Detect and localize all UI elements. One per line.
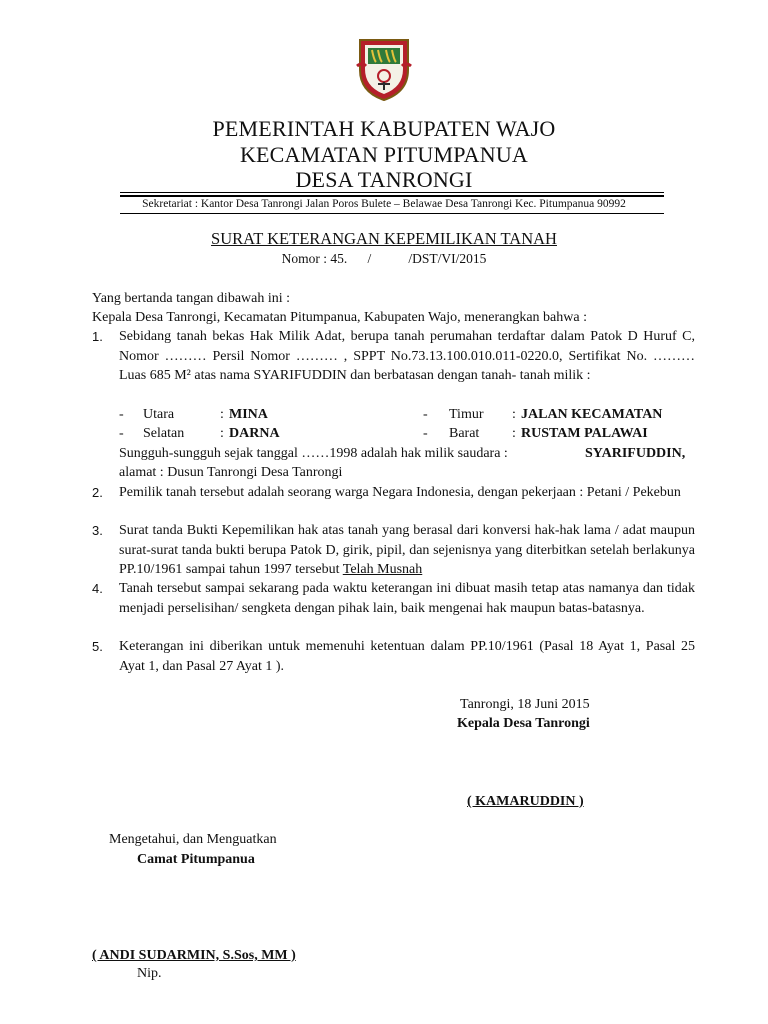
item-1-text: Sebidang tanah bekas Hak Milik Adat, berupa tanah perumahan terdaftar dalam Patok D Huruf C, Nomor ……… Persil Nomor ……… , SPPT No.73.13.100.010.011-0220.0, Sertifikat No. ……… Luas 685 M² atas nama SYARIFUDDIN dan berbatasan dengan tanah- tanah milik : xyxy=(119,329,695,383)
nip-label: Nip. xyxy=(137,966,162,981)
boundary-dash: - xyxy=(423,407,428,422)
boundary-owner: RUSTAM PALAWAI xyxy=(521,426,648,441)
item-1-tail-line-2: alamat : Dusun Tanrongi Desa Tanrongi xyxy=(119,465,343,480)
item-number: 3. xyxy=(92,523,103,538)
item-2-text: Pemilik tanah tersebut adalah seorang warga Negara Indonesia, dengan pekerjaan : Petani / Pekebun xyxy=(119,485,681,500)
owner-name: SYARIFUDDIN, xyxy=(585,446,686,461)
boundary-separator: : xyxy=(220,407,224,422)
document-number: Nomor : 45. / /DST/VI/2015 xyxy=(281,251,487,266)
boundary-owner: JALAN KECAMATAN xyxy=(521,407,663,422)
boundary-direction: Utara xyxy=(143,407,175,422)
letterhead-village: DESA TANRONGI xyxy=(295,167,473,192)
acknowledge-label: Mengetahui, dan Menguatkan xyxy=(109,832,277,847)
boundary-direction: Barat xyxy=(449,426,480,441)
boundary-direction: Selatan xyxy=(143,426,185,441)
item-3-status: Telah Musnah xyxy=(342,562,423,577)
regency-emblem-logo xyxy=(356,36,412,102)
document-title: SURAT KETERANGAN KEPEMILIKAN TANAH xyxy=(211,229,557,248)
item-3-body: Surat tanda Bukti Kepemilikan hak atas tanah yang berasal dari konversi hak-hak lama / adat maupun surat-surat tanda bukti berupa Patok D, girik, pipil, dan sejenisnya yang diterbitkan setelah berlakunya PP.10/1961 sampai tahun 1997 tersebut xyxy=(119,523,695,577)
item-3-text xyxy=(119,521,695,580)
secretariat-address: Sekretariat : Kantor Desa Tanrongi Jalan Poros Bulete – Belawae Desa Tanrongi Kec. Pitumpanua 90992 xyxy=(142,198,626,210)
intro-line-2: Kepala Desa Tanrongi, Kecamatan Pitumpanua, Kabupaten Wajo, menerangkan bahwa : xyxy=(92,310,587,325)
subdistrict-head-name: ( ANDI SUDARMIN, S.Sos, MM ) xyxy=(92,948,296,963)
place-date: Tanrongi, 18 Juni 2015 xyxy=(460,697,590,712)
item-number: 5. xyxy=(92,639,103,654)
boundary-owner: DARNA xyxy=(229,426,280,441)
boundary-dash: - xyxy=(119,407,124,422)
item-number: 1. xyxy=(92,329,103,344)
boundary-dash: - xyxy=(423,426,428,441)
intro-line-1: Yang bertanda tangan dibawah ini : xyxy=(92,291,291,306)
item-number: 4. xyxy=(92,581,103,596)
item-4-text: Tanah tersebut sampai sekarang pada waktu keterangan ini dibuat masih tetap atas namanya dan tidak menjadi perselisihan/ sengketa dengan pihak lain, baik mengenai hak maupun batas-batasnya. xyxy=(119,581,695,616)
village-head-title: Kepala Desa Tanrongi xyxy=(457,716,590,731)
letterhead-government: PEMERINTAH KABUPATEN WAJO xyxy=(212,116,556,141)
boundary-dash: - xyxy=(119,426,124,441)
boundary-direction: Timur xyxy=(449,407,484,422)
boundary-separator: : xyxy=(512,426,516,441)
header-rule-top xyxy=(120,192,664,193)
header-rule-bottom xyxy=(120,213,664,214)
subdistrict-head-title: Camat Pitumpanua xyxy=(137,852,255,867)
boundary-separator: : xyxy=(512,407,516,422)
boundary-owner: MINA xyxy=(229,407,268,422)
village-head-name: ( KAMARUDDIN ) xyxy=(467,794,584,809)
item-5-text: Keterangan ini diberikan untuk memenuhi ketentuan dalam PP.10/1961 (Pasal 18 Ayat 1, Pasal 25 Ayat 1, dan Pasal 27 Ayat 1 ). xyxy=(119,639,695,674)
item-1-tail-line-1: Sungguh-sungguh sejak tanggal ……1998 adalah hak milik saudara : xyxy=(119,446,508,461)
boundary-separator: : xyxy=(220,426,224,441)
item-number: 2. xyxy=(92,485,103,500)
letterhead-district: KECAMATAN PITUMPANUA xyxy=(239,142,529,167)
